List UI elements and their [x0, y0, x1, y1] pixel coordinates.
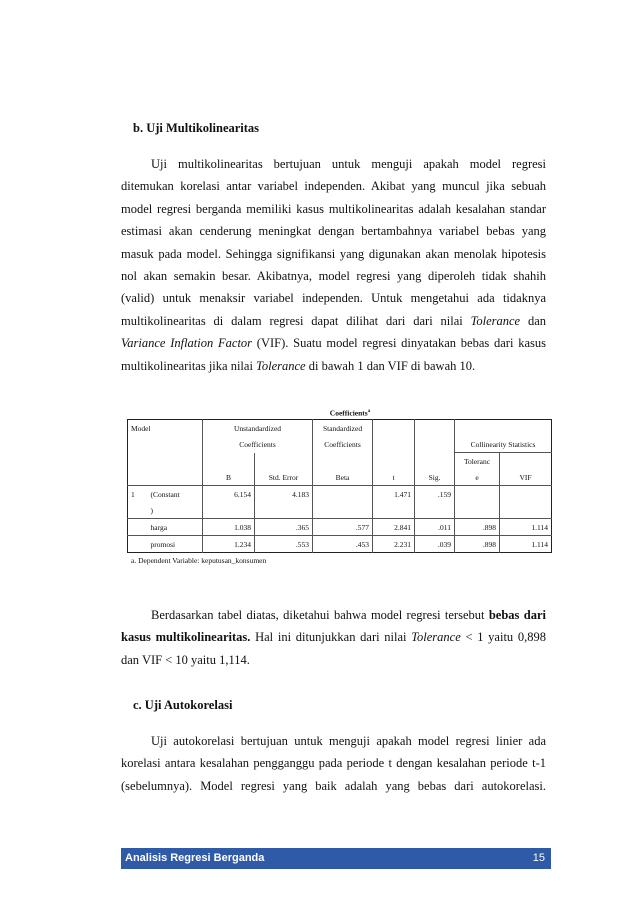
paragraph-line: model regresi berganda memiliki kasus multikolinearitas adalah kesalahan standar	[121, 201, 546, 216]
header-tolerance: Toleranc	[455, 453, 500, 470]
coefficients-table-block	[127, 405, 553, 565]
paragraph-line: kasus multikolinearitas. Hal ini ditunjukkan dari nilai Tolerance < 1 yaitu 0,898	[121, 630, 546, 645]
bold-term: bebas dari	[488, 608, 546, 622]
italic-term: Tolerance	[470, 313, 521, 328]
coefficients-table	[127, 419, 552, 553]
table-header-row	[128, 453, 552, 470]
page-footer	[121, 848, 551, 869]
table-title: Coefficients$^a$	[329, 408, 371, 418]
conclusion-paragraph	[121, 604, 546, 671]
paragraph-line: masuk pada model. Sehingga signifikansi yang digunakan akan menolak hipotesis	[121, 246, 546, 261]
bold-term: kasus multikolinearitas.	[121, 630, 251, 645]
header-b: B	[203, 469, 255, 486]
paragraph-line: dan VIF < 10 yaitu 1,114.	[121, 652, 250, 667]
page-number: 15	[532, 852, 545, 864]
variable-name: )	[150, 505, 153, 515]
variable-name: promosi	[150, 539, 176, 549]
table-row	[128, 502, 552, 519]
paragraph-line: multikolinearitas di dalam regresi dapat dilihat dari dari nilai Tolerance dan	[121, 313, 546, 328]
paragraph-line: Berdasarkan tabel diatas, diketahui bahwa model regresi tersebut bebas dari	[151, 608, 546, 622]
section-b-title: b. Uji Multikolinearitas	[133, 121, 260, 135]
italic-term: Tolerance	[411, 630, 461, 645]
header-standardized: Standardized	[313, 420, 373, 437]
section-c-paragraph	[121, 730, 546, 797]
paragraph-line: multikolinearitas jika nilai Tolerance di bawah 1 dan VIF di bawah 10.	[121, 358, 476, 373]
paragraph-line: (valid) untuk menaksir variabel independen. Untuk mengetahui ada tidaknya	[121, 291, 546, 306]
table-footnote: a. Dependent Variable: keputusan_konsumen	[131, 556, 267, 565]
header-beta: Beta	[313, 469, 373, 486]
paragraph-line: estimasi akan cenderung meningkat dengan bertambahnya variabel bebas yang	[121, 224, 546, 239]
model-number: 1	[131, 489, 135, 499]
table-row: harga 1.038 .365 .577 2.841 .011 .898 1.114	[128, 519, 552, 536]
header-tolerance: e	[455, 469, 500, 486]
table-row: promosi 1.234 .553 .453 2.231 .039 .898 1.114	[128, 536, 552, 553]
header-unstandardized: Unstandardized	[203, 420, 313, 437]
header-coefficients: Coefficients	[313, 436, 373, 453]
variable-name: (Constant	[150, 489, 180, 499]
table-header-row	[128, 469, 552, 486]
table-row: 1 (Constant 6.154 4.183 1.471 .159	[128, 486, 552, 503]
italic-term: Variance Inflation Factor	[121, 336, 253, 351]
header-collinearity: Collinearity Statistics	[455, 436, 552, 453]
header-t: t	[373, 469, 415, 486]
paragraph-line: Variance Inflation Factor (VIF). Suatu model regresi dinyatakan bebas dari kasus	[121, 336, 546, 351]
paragraph-line: ditemukan korelasi antar variabel independen. Akibat yang muncul jika sebuah	[121, 179, 546, 194]
header-coefficients: Coefficients	[203, 436, 313, 453]
paragraph-line: korelasi antara kesalahan pengganggu pada periode t dengan kesalahan periode t-1	[121, 756, 546, 771]
header-std-error: Std. Error	[255, 469, 313, 486]
paragraph-line: nol akan semakin besar. Akibatnya, model regresi yang diperoleh tidak shahih	[121, 268, 546, 283]
paragraph-line: (sebelumnya). Model regresi yang baik adalah yang bebas dari autokorelasi.	[121, 778, 546, 793]
header-vif: VIF	[500, 469, 552, 486]
section-b-paragraph	[121, 153, 546, 377]
table-header-row	[128, 436, 552, 453]
variable-name: harga	[150, 522, 168, 532]
table-header-row	[128, 420, 552, 437]
header-sig: Sig.	[415, 469, 455, 486]
header-model: Model	[131, 423, 151, 433]
footer-title: Analisis Regresi Berganda	[125, 852, 265, 864]
paragraph-line: Uji multikolinearitas bertujuan untuk menguji apakah model regresi	[151, 157, 546, 171]
paragraph-line: Uji autokorelasi bertujuan untuk menguji apakah model regresi linier ada	[151, 734, 546, 748]
section-c-title: c. Uji Autokorelasi	[133, 698, 233, 712]
italic-term: Tolerance	[256, 358, 306, 373]
